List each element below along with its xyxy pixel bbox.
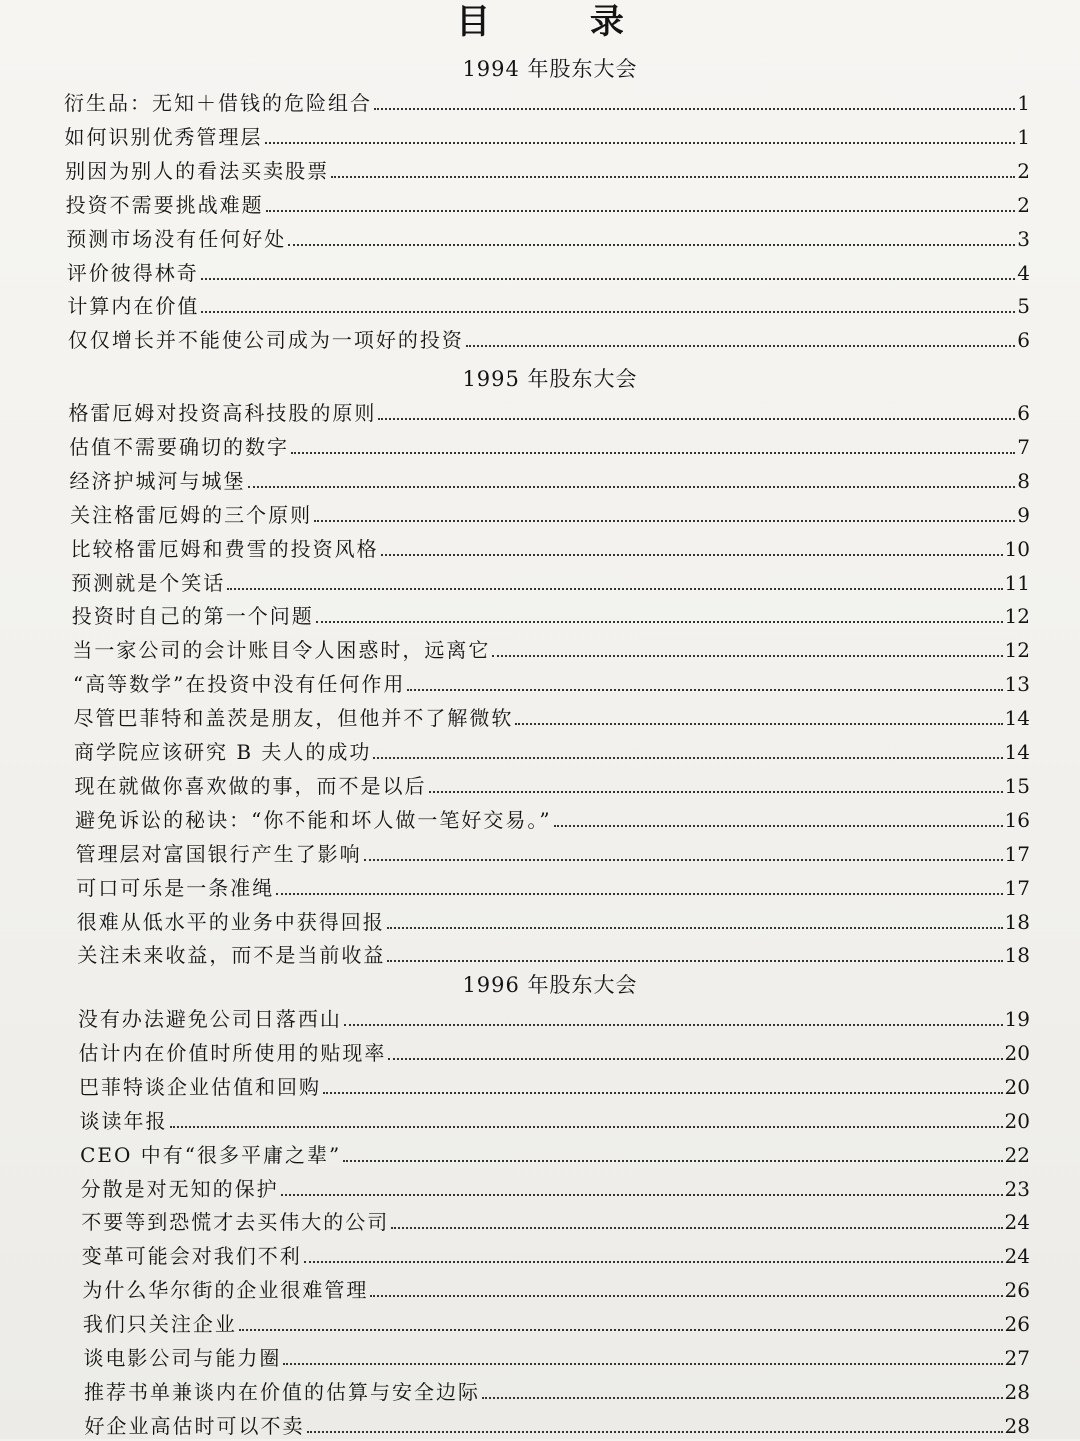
toc-entry-title: 尽管巴菲特和盖茨是朋友，但他并不了解微软 [73, 706, 514, 731]
dot-leader [388, 1058, 1002, 1060]
dot-leader [391, 1227, 1002, 1229]
dot-leader [265, 142, 1016, 144]
toc-entry[interactable] [72, 637, 1030, 665]
toc-entry[interactable] [71, 570, 1030, 598]
toc-entry-page-number: 13 [1004, 672, 1030, 697]
toc-entry[interactable] [74, 739, 1030, 767]
toc-entry-title: 比较格雷厄姆和费雪的投资风格 [70, 536, 379, 561]
section-heading: 1995 年股东大会 [462, 367, 638, 391]
toc-entry-page-number: 15 [1004, 773, 1030, 798]
toc-entry-page-number: 2 [1017, 158, 1030, 183]
toc-entry-page-number: 14 [1004, 706, 1030, 731]
toc-entry-title: 投资时自己的第一个问题 [71, 604, 314, 629]
toc-entry[interactable] [84, 1379, 1030, 1407]
dot-leader [291, 452, 1015, 454]
toc-entry-title: 为什么华尔街的企业很难管理 [82, 1278, 369, 1303]
toc-entry-page-number: 1 [1017, 124, 1030, 149]
dot-leader [343, 1160, 1002, 1162]
dot-leader [314, 520, 1015, 522]
toc-entry[interactable] [64, 90, 1030, 118]
dot-leader [364, 859, 1003, 861]
dot-leader [283, 1363, 1002, 1365]
toc-entry[interactable] [69, 434, 1030, 462]
section-heading: 1996 年股东大会 [462, 973, 638, 997]
toc-entry-title: 谈读年报 [79, 1108, 168, 1133]
dot-leader [304, 1261, 1003, 1263]
toc-entry-page-number: 6 [1017, 328, 1030, 353]
toc-entry[interactable] [76, 841, 1030, 869]
toc-entry-page-number: 18 [1004, 909, 1030, 934]
toc-entry-page-number: 7 [1017, 434, 1030, 459]
toc-entry[interactable] [66, 226, 1030, 254]
dot-leader [227, 588, 1002, 590]
toc-entry-title: 估计内在价值时所使用的贴现率 [78, 1040, 387, 1065]
toc-entry[interactable] [80, 1142, 1030, 1170]
toc-entry-title: 别因为别人的看法买卖股票 [65, 158, 330, 183]
toc-entry[interactable] [68, 400, 1030, 428]
toc-entry-title: 仅仅增长并不能使公司成为一项好的投资 [67, 328, 464, 353]
toc-entry-title: 当一家公司的会计账目令人困惑时，远离它 [72, 638, 491, 663]
toc-entry-page-number: 28 [1004, 1413, 1030, 1438]
toc-entry[interactable] [67, 260, 1030, 288]
toc-entry-page-number: 24 [1004, 1210, 1030, 1235]
toc-entry-title: 避免诉讼的秘诀：“你不能和坏人做一笔好交易。” [75, 807, 552, 832]
toc-entry[interactable] [81, 1209, 1030, 1237]
dot-leader [381, 554, 1003, 556]
toc-entry-page-number: 27 [1004, 1346, 1030, 1370]
toc-entry-title: 关注格雷厄姆的三个原则 [70, 502, 313, 527]
toc-entry-page-number: 20 [1004, 1108, 1030, 1133]
dot-leader [281, 1194, 1003, 1196]
toc-entry[interactable] [65, 158, 1030, 186]
toc-entry-title: 格雷厄姆对投资高科技股的原则 [68, 401, 377, 425]
toc-entry-title: 没有办法避免公司日落西山 [77, 1007, 342, 1031]
toc-entry-page-number: 4 [1017, 260, 1030, 285]
toc-entry-page-number: 20 [1004, 1040, 1030, 1065]
toc-entry-title: 关注未来收益，而不是当前收益 [77, 943, 386, 968]
dot-leader [515, 723, 1002, 725]
dot-leader [239, 1329, 1003, 1331]
toc-entry[interactable] [71, 536, 1030, 564]
dot-leader [307, 1431, 1003, 1433]
dot-leader [378, 418, 1015, 420]
toc-entry-title: 估值不需要确切的数字 [69, 434, 289, 459]
dot-leader [316, 621, 1003, 623]
toc-entry-title: 预测就是个笑话 [71, 570, 226, 595]
dot-leader [201, 311, 1015, 313]
dot-leader [554, 825, 1003, 827]
toc-entry[interactable] [82, 1277, 1030, 1305]
dot-leader [429, 791, 1003, 793]
dot-leader [466, 345, 1015, 347]
toc-entry-title: 很难从低水平的业务中获得回报 [76, 909, 385, 934]
toc-entry[interactable] [75, 807, 1030, 835]
toc-entry[interactable] [65, 124, 1030, 152]
toc-entry-title: 商学院应该研究 B 夫人的成功 [74, 740, 372, 764]
toc-entry-title: CEO 中有“很多平庸之辈” [80, 1142, 342, 1167]
dot-leader [373, 757, 1002, 759]
toc-entry-title: 变革可能会对我们不利 [81, 1244, 302, 1269]
toc-entry[interactable] [70, 468, 1030, 496]
toc-entry-title: 评价彼得林奇 [66, 260, 199, 285]
toc-entry[interactable] [78, 1006, 1030, 1034]
dot-leader [492, 655, 1002, 657]
toc-entry-page-number: 17 [1004, 875, 1030, 900]
toc-entry[interactable] [67, 293, 1030, 321]
toc-entry-title: 预测市场没有任何好处 [66, 226, 287, 251]
dot-leader [331, 176, 1015, 178]
toc-entry[interactable] [70, 502, 1030, 530]
toc-entry-title: 衍生品：无知＋借钱的危险组合 [64, 91, 372, 115]
dot-leader [323, 1092, 1003, 1094]
toc-entry-page-number: 28 [1004, 1379, 1030, 1404]
toc-entry-title: 现在就做你喜欢做的事，而不是以后 [74, 773, 427, 798]
toc-entry-title: 推荐书单兼谈内在价值的估算与安全边际 [84, 1379, 480, 1404]
toc-entry[interactable] [83, 1345, 1030, 1373]
toc-entry[interactable] [85, 1413, 1030, 1441]
toc-entry-page-number: 9 [1017, 502, 1030, 527]
toc-entry[interactable] [82, 1243, 1030, 1271]
toc-entry[interactable] [78, 1040, 1030, 1068]
toc-entry-page-number: 8 [1017, 468, 1030, 493]
dot-leader [266, 210, 1016, 212]
toc-entry-title: 谈电影公司与能力圈 [83, 1346, 282, 1370]
toc-entry[interactable] [77, 942, 1030, 970]
toc-entry-title: 经济护城河与城堡 [69, 468, 246, 493]
toc-entry[interactable] [77, 909, 1030, 937]
toc-entry-page-number: 23 [1004, 1176, 1030, 1201]
toc-entry-title: 分散是对无知的保护 [80, 1176, 279, 1201]
toc-entry[interactable] [83, 1311, 1030, 1339]
dot-leader [374, 108, 1015, 110]
toc-entry[interactable] [79, 1074, 1030, 1102]
toc-entry-page-number: 26 [1004, 1278, 1030, 1303]
toc-entry-page-number: 18 [1004, 943, 1030, 968]
toc-entry-title: 计算内在价值 [67, 294, 200, 319]
dot-leader [344, 1024, 1003, 1026]
toc-entry[interactable] [80, 1108, 1030, 1136]
dot-leader [482, 1397, 1003, 1399]
dot-leader [407, 689, 1002, 691]
toc-entry-title: 投资不需要挑战难题 [65, 192, 264, 217]
toc-entry-page-number: 5 [1017, 294, 1030, 319]
dot-leader [387, 960, 1002, 962]
toc-entry-page-number: 1 [1017, 91, 1030, 115]
toc-entry-title: “高等数学”在投资中没有任何作用 [72, 672, 406, 697]
toc-entry-title: 不要等到恐慌才去买伟大的公司 [81, 1210, 390, 1235]
dot-leader [387, 927, 1003, 929]
dot-leader [288, 244, 1015, 246]
dot-leader [370, 1295, 1002, 1297]
toc-entry-page-number: 17 [1004, 841, 1030, 866]
page-title: 目 录 [456, 2, 668, 42]
toc-entry-title: 我们只关注企业 [82, 1312, 237, 1337]
toc-entry[interactable] [72, 603, 1030, 631]
toc-entry-page-number: 10 [1004, 536, 1030, 561]
toc-entry-page-number: 26 [1004, 1312, 1030, 1337]
dot-leader [276, 893, 1002, 895]
toc-entry-title: 巴菲特谈企业估值和回购 [79, 1074, 321, 1099]
toc-entry-page-number: 22 [1004, 1142, 1030, 1167]
toc-entry-title: 可口可乐是一条准绳 [76, 875, 275, 900]
toc-entry-page-number: 12 [1004, 638, 1030, 663]
dot-leader [201, 278, 1015, 280]
toc-entry[interactable] [73, 705, 1030, 733]
toc-entry-page-number: 16 [1004, 807, 1030, 832]
toc-entry-page-number: 20 [1004, 1074, 1030, 1099]
toc-entry-page-number: 14 [1004, 740, 1030, 764]
dot-leader [170, 1126, 1003, 1128]
toc-entry-page-number: 2 [1017, 192, 1030, 217]
toc-entry[interactable] [81, 1176, 1030, 1204]
toc-entry-title: 管理层对富国银行产生了影响 [75, 841, 362, 866]
dot-leader [248, 486, 1016, 488]
section-heading: 1994 年股东大会 [462, 57, 638, 81]
toc-entry-page-number: 19 [1004, 1007, 1030, 1031]
toc-entry[interactable] [68, 327, 1030, 355]
toc-entry[interactable] [73, 671, 1030, 699]
toc-entry[interactable] [75, 773, 1030, 801]
toc-entry[interactable] [66, 192, 1030, 220]
toc-entry-page-number: 3 [1017, 226, 1030, 251]
toc-entry-title: 好企业高估时可以不卖 [84, 1413, 305, 1438]
toc-entry[interactable] [76, 875, 1030, 903]
toc-entry-page-number: 11 [1004, 570, 1030, 595]
toc-entry-page-number: 12 [1004, 604, 1030, 629]
toc-entry-page-number: 6 [1017, 401, 1030, 425]
toc-entry-page-number: 24 [1004, 1244, 1030, 1269]
toc-entry-title: 如何识别优秀管理层 [64, 124, 263, 149]
